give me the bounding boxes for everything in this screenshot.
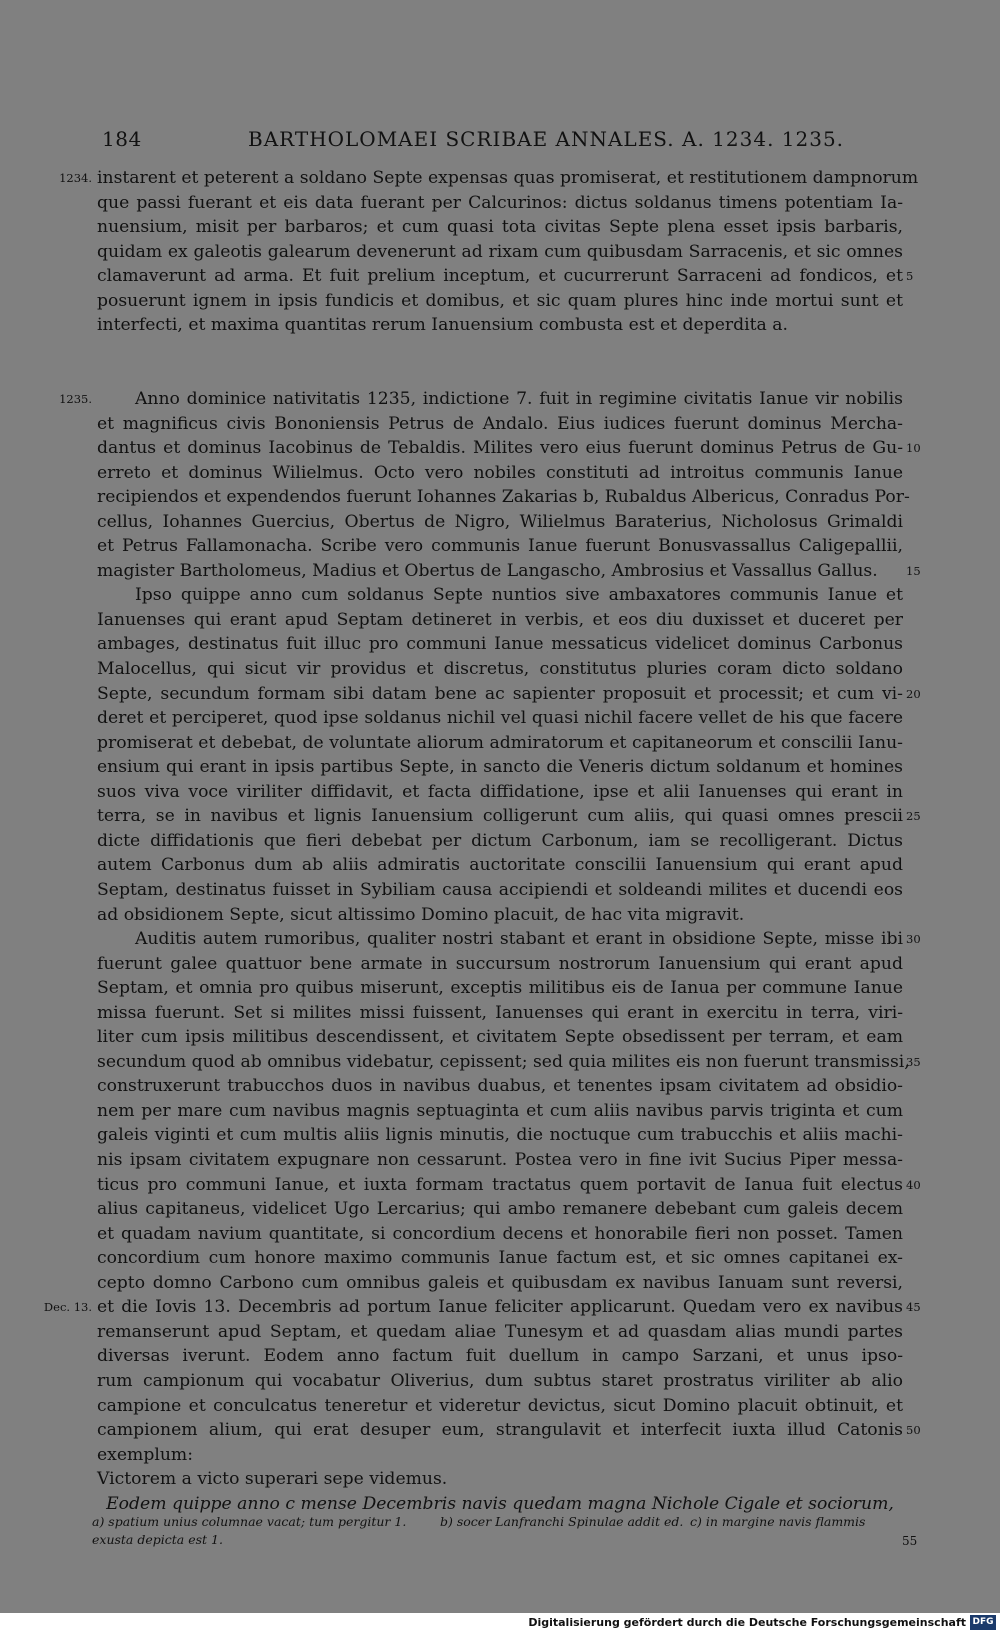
text-line: liter cum ipsis militibus descendissent, et civitatem Septe obsedissent per terram, et eam <box>97 1027 903 1048</box>
line-number: 40 <box>906 1177 921 1192</box>
text-line: Septam, destinatus fuisset in Sybiliam causa accipiendi et soldeandi milites et ducendi eos <box>97 879 903 900</box>
text-line: campione et conculcatus teneretur et videretur devictus, sicut Domino placuit obtinuit, et <box>97 1395 903 1416</box>
text-line: missa fuerunt. Set si milites missi fuissent, Ianuenses qui erant in exercitu in terra, viri- <box>97 1002 903 1023</box>
page-title: BARTHOLOMAEI SCRIBAE ANNALES. A. 1234. 1235. <box>248 127 845 151</box>
text-line: alius capitaneus, videlicet Ugo Lercarius; qui ambo remanere debebant cum galeis decem <box>97 1199 903 1220</box>
text-line: autem Carbonus dum ab aliis admiratis auctoritate conscilii Ianuensium qui erant apud <box>97 855 903 876</box>
text-line: ad obsidionem Septe, sicut altissimo Domino placuit, de hac vita migravit. <box>97 904 745 925</box>
line-number: 35 <box>906 1054 921 1069</box>
text-line: et Petrus Fallamonacha. Scribe vero communis Ianue fuerunt Bonusvassallus Caligepallii, <box>97 536 903 557</box>
page-number: 184 <box>102 127 142 151</box>
footnote-c-continued: exusta depicta est 1. <box>92 1532 223 1547</box>
text-line: Eodem quippe anno c mense Decembris navis quedam magna Nichole Cigale et sociorum, <box>106 1493 894 1514</box>
line-number: 5 <box>906 269 914 284</box>
text-line: nis ipsam civitatem expugnare non cessarunt. Postea vero in fine ivit Sucius Piper messa- <box>97 1150 903 1170</box>
text-line: galeis viginti et cum multis aliis lignis minutis, die noctuque cum trabucchis et aliis machi- <box>97 1125 903 1146</box>
text-line: et die Iovis 13. Decembris ad portum Ianue feliciter applicarunt. Quedam vero ex navibus <box>97 1297 903 1318</box>
line-number: 20 <box>906 686 921 701</box>
text-line: Auditis autem rumoribus, qualiter nostri stabant et erant in obsidione Septe, misse ibi <box>135 929 903 950</box>
margin-date: Dec. 13. <box>43 1300 92 1315</box>
text-line: exemplum: <box>97 1444 193 1465</box>
text-line: campionem alium, qui erat desuper eum, strangulavit et interfecit iuxta illud Catonis <box>97 1420 903 1441</box>
text-line: Malocellus, qui sicut vir providus et discretus, constitutus pluries coram dicto soldano <box>97 659 903 679</box>
line-number: 50 <box>906 1423 921 1438</box>
text-line: Ipso quippe anno cum soldanus Septe nuntios sive ambaxatores communis Ianue et <box>135 585 903 606</box>
text-line: et quadam navium quantitate, si concordium decens et honorabile fieri non posset. Tamen <box>97 1223 903 1244</box>
text-line: erreto et dominus Wilielmus. Octo vero nobiles constituti ad introitus communis Ianue <box>97 462 903 483</box>
text-line: promiserat et debebat, de voluntate aliorum admiratorum et capitaneorum et conscilii Ianu- <box>97 732 903 753</box>
text-line: instarent et peterent a soldano Septe expensas quas promiserat, et restitutionem dampnorum <box>97 168 919 188</box>
footnote-a: a) spatium unius columnae vacat; tum pergitur 1. <box>92 1514 407 1529</box>
text-line: ambages, destinatus fuit illuc pro communi Ianue messaticus videlicet dominus Carbonus <box>97 634 903 655</box>
text-line: Anno dominice nativitatis 1235, indictione 7. fuit in regimine civitatis Ianue vir nobilis <box>135 388 903 409</box>
text-line: interfecti, et maxima quantitas rerum Ianuensium combusta est et deperdita a. <box>97 315 788 336</box>
text-line: suos viva voce viriliter diffidavit, et facta diffidatione, ipse et alii Ianuenses qui erant in <box>97 781 903 802</box>
line-number: 30 <box>906 932 921 947</box>
text-line: cellus, Iohannes Guercius, Obertus de Nigro, Wilielmus Baraterius, Nicholosus Grimaldi <box>97 511 903 532</box>
text-line: deret et perciperet, quod ipse soldanus nichil vel quasi nichil facere vellet de his que facere <box>97 708 903 729</box>
sheet-number: 55 <box>902 1534 918 1548</box>
text-line: nuensium, misit per barbaros; et cum quasi tota civitas Septe plena esset ipsis barbaris, <box>97 217 903 238</box>
text-line: et magnificus civis Bononiensis Petrus de Andalo. Eius iudices fuerunt dominus Mercha- <box>97 413 903 434</box>
footnote-c: c) in margine navis flammis <box>690 1514 866 1529</box>
margin-date: 1235. <box>59 391 92 406</box>
text-line: dantus et dominus Iacobinus de Tebaldis. Milites vero eius fuerunt dominus Petrus de Gu- <box>97 438 903 459</box>
text-line: recipiendos et expendendos fuerunt Iohannes Zakarias b, Rubaldus Albericus, Conradus Por- <box>97 487 910 508</box>
line-number: 25 <box>906 809 921 824</box>
text-line: nem per mare cum navibus magnis septuaginta et cum aliis navibus parvis triginta et cum <box>97 1100 903 1121</box>
line-number: 15 <box>906 563 921 578</box>
text-line: Ianuenses qui erant apud Septam detineret in verbis, et eos diu duxisset et duceret per <box>97 609 903 630</box>
footnotes <box>92 1513 912 1549</box>
text-line: cepto domno Carbono cum omnibus galeis et quibusdam ex navibus Ianuam sunt reversi, <box>97 1272 903 1293</box>
footnote-b: b) socer Lanfranchi Spinulae addit ed. <box>440 1514 684 1529</box>
text-line: ticus pro communi Ianue, et iuxta formam tractatus quem portavit de Ianua fuit electus <box>97 1174 903 1195</box>
text-line: quidam ex galeotis galearum devenerunt ad rixam cum quibusdam Sarracenis, et sic omnes <box>97 241 903 262</box>
text-line: fuerunt galee quattuor bene armate in succursum nostrorum Ianuensium qui erant apud <box>97 953 903 974</box>
text-line: que passi fuerant et eis data fuerant per Calcurinos: dictus soldanus timens potentiam Ia- <box>97 192 903 213</box>
dfg-logo-icon: DFG <box>970 1615 996 1630</box>
text-line: posuerunt ignem in ipsis fundicis et domibus, et sic quam plures hinc inde mortui sunt et <box>97 290 903 311</box>
text-line: diversas iverunt. Eodem anno factum fuit duellum in campo Sarzani, et unus ipso- <box>97 1346 903 1367</box>
funding-credit: Digitalisierung gefördert durch die Deutsche Forschungsgemeinschaft <box>528 1616 966 1629</box>
text-line: Septam, et omnia pro quibus miserunt, exceptis militibus eis de Ianua per commune Ianue <box>97 978 903 999</box>
text-line: remanserunt apud Septam, et quedam aliae Tunesym et ad quasdam alias mundi partes <box>97 1321 903 1342</box>
text-line: Victorem a victo superari sepe videmus. <box>97 1469 448 1490</box>
text-line: secundum quod ab omnibus videbatur, cepissent; sed quia milites eis non fuerunt transmissi, <box>97 1051 910 1072</box>
footer-bar <box>0 1613 1000 1633</box>
text-line: clamaverunt ad arma. Et fuit prelium inceptum, et cucurrerunt Sarraceni ad fondicos, et <box>97 266 903 287</box>
text-line: ensium qui erant in ipsis partibus Septe, in sancto die Veneris dictum soldanum et homines <box>97 757 903 778</box>
text-line: rum campionum qui vocabatur Oliverius, dum subtus staret prostratus viriliter ab alio <box>97 1370 903 1391</box>
text-line: dicte diffidationis que fieri debebat per dictum Carbonum, iam se recolligerant. Dictus <box>97 830 903 851</box>
margin-date: 1234. <box>59 171 92 185</box>
text-line: magister Bartholomeus, Madius et Obertus de Langascho, Ambrosius et Vassallus Gallus. <box>97 560 878 581</box>
line-number: 10 <box>906 441 921 456</box>
running-head <box>0 127 1000 153</box>
text-line: construxerunt trabucchos duos in navibus duabus, et tenentes ipsam civitatem ad obsidio- <box>97 1076 903 1097</box>
text-line: Septe, secundum formam sibi datam bene ac sapienter proposuit et processit; et cum vi- <box>97 683 903 704</box>
line-number: 45 <box>906 1300 921 1315</box>
text-line: terra, se in navibus et lignis Ianuensium colligerunt cum aliis, qui quasi omnes prescii <box>97 806 903 827</box>
text-line: concordium cum honore maximo communis Ianue factum est, et sic omnes capitanei ex- <box>97 1248 903 1269</box>
